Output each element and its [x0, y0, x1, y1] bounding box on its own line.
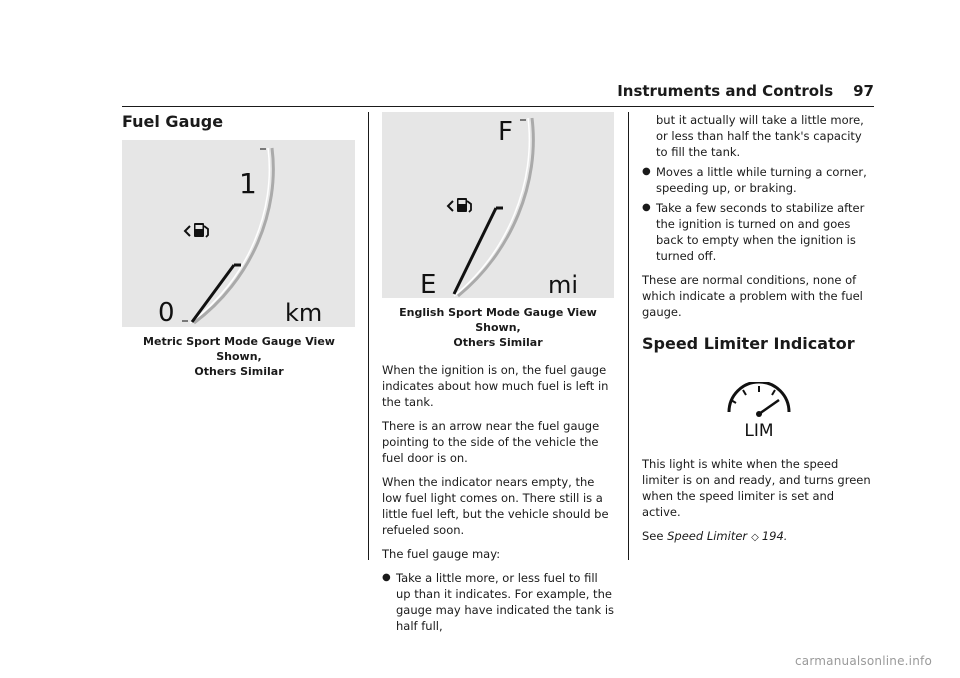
paragraph: The fuel gauge may:	[382, 547, 501, 561]
page-header	[617, 82, 874, 100]
metric-gauge-figure	[122, 140, 355, 327]
fuel-gauge-heading: Fuel Gauge	[122, 112, 224, 131]
fuel-pump-icon	[448, 198, 471, 212]
gauge-full-label: F	[498, 117, 513, 147]
see-prefix: See	[642, 529, 668, 543]
paragraph: These are normal conditions, none of which indicate a problem with the fuel gauge.	[642, 273, 863, 319]
left-column	[122, 112, 356, 379]
lim-label: LIM	[744, 421, 774, 438]
caption-line: Others Similar	[194, 365, 284, 378]
caption-line: English Sport Mode Gauge View Shown,	[399, 306, 597, 334]
list-item	[642, 200, 876, 264]
english-gauge-caption	[382, 305, 614, 350]
bullet-list	[382, 570, 614, 634]
page-number: 97	[853, 82, 874, 100]
gauge-full-label: 1	[239, 167, 257, 200]
list-item-text: Take a little more, or less fuel to fill up than it indicates. For example, the gauge may have indicated the tank is half full,	[396, 571, 615, 633]
list-item-text: Take a few seconds to stabilize after the ignition is turned on and goes back to empty when the ignition is turned off.	[656, 201, 865, 263]
bullet-icon: ●	[642, 202, 651, 213]
right-column	[642, 112, 876, 554]
see-page[interactable]: 194.	[761, 529, 788, 543]
english-gauge-figure	[382, 112, 614, 298]
metric-gauge-illustration	[122, 140, 355, 327]
fuel-gauge-body	[382, 362, 614, 634]
list-item-continuation: but it actually will take a little more, or less than half the tank's capacity to fill the tank.	[656, 113, 864, 159]
bullet-list	[642, 164, 876, 264]
bullet-icon: ●	[382, 572, 391, 583]
gauge-empty-label: 0	[158, 298, 175, 327]
gauge-unit-label: mi	[548, 271, 579, 298]
paragraph: There is an arrow near the fuel gauge pointing to the side of the vehicle the fuel door is on.	[382, 419, 600, 465]
speed-limiter-link[interactable]: Speed Limiter	[667, 529, 748, 543]
header-rule	[122, 106, 874, 107]
page-ref-arrow-icon: ◇	[751, 532, 759, 543]
caption-line: Metric Sport Mode Gauge View Shown,	[143, 335, 335, 363]
speed-limiter-icon	[719, 382, 799, 438]
caption-line: Others Similar	[453, 336, 543, 349]
list-item	[382, 570, 614, 634]
column-divider-2	[628, 112, 629, 560]
list-item	[642, 164, 876, 196]
paragraph: When the indicator nears empty, the low fuel light comes on. There still is a little fuel left, but the vehicle should be refueled soon.	[382, 475, 609, 537]
middle-column	[382, 112, 614, 642]
list-item-text: Moves a little while turning a corner, speeding up, or braking.	[656, 165, 867, 195]
gauge-unit-label: km	[285, 299, 323, 327]
paragraph: When the ignition is on, the fuel gauge indicates about how much fuel is left in the tank.	[382, 363, 609, 409]
paragraph: This light is white when the speed limiter is on and ready, and turns green when the speed limiter is set and active.	[642, 457, 871, 519]
section-title: Instruments and Controls	[617, 82, 834, 100]
metric-gauge-caption	[122, 334, 356, 379]
see-reference	[642, 528, 876, 546]
bullet-icon: ●	[642, 166, 651, 177]
column-divider-1	[368, 112, 369, 560]
site-watermark: carmanualsonline.info	[795, 654, 932, 668]
fuel-pump-icon	[185, 223, 208, 237]
speed-limiter-heading: Speed Limiter Indicator	[642, 334, 855, 353]
gauge-empty-label: E	[420, 270, 437, 298]
english-gauge-illustration	[382, 112, 614, 298]
